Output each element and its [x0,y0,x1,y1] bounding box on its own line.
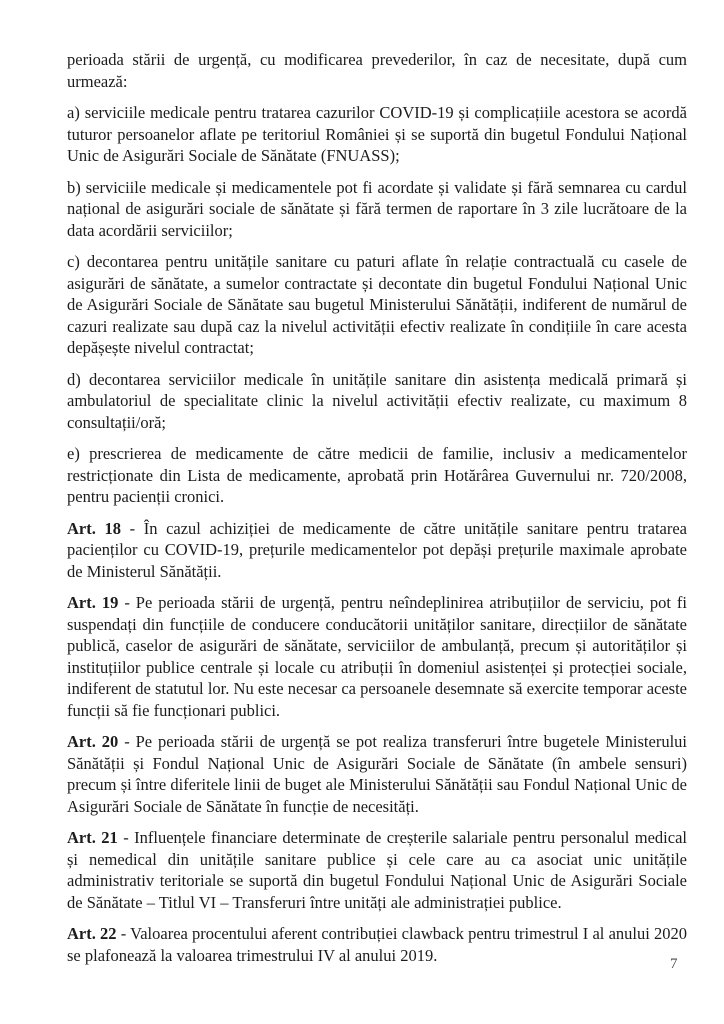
paragraph-text: - În cazul achiziției de medicamente de către unitățile sanitare pentru tratarea pacienților cu COVID-19, prețurile medicamentelor pot depăși prețurile maximale aprobate de Ministerul Sănătății. [67,518,688,581]
intro-paragraph [67,49,687,92]
article-20-paragraph [67,731,687,817]
item-c-paragraph [67,251,687,359]
article-19-paragraph [67,592,687,721]
paragraph-text: b) serviciile medicale și medicamentele pot fi acordate și validate și fără semnarea cu cardul național de asigurări sociale de sănătate și fără termen de raportare în 3 zile lucrătoare de la data acordării serviciilor; [67,177,687,240]
article-18-paragraph [67,518,687,583]
article-21-paragraph [67,827,687,913]
page-number: 7 [670,956,678,972]
paragraph-text: - Pe perioada stării de urgență, pentru neîndeplinirea atribuțiilor de serviciu, pot fi suspendați din funcțiile de conducere conducătorii unităților sanitare, direcțiilor de sănătate publică, caselor de asigurări de sănătate, serviciilor de ambulanță, precum și autorităților și instituțiilor publice centrale și locale cu atribuții în domeniul asistenței și protecției sociale, indiferent de statutul lor. Nu este necesar ca persoanele desemnate să exercite temporar aceste funcții să fie funcționari publici. [67,593,687,720]
paragraph-text: - Valoarea procentului aferent contribuției clawback pentru trimestrul I al anului 2020 se plafonează la valoarea trimestrului IV al anului 2019. [67,924,688,965]
paragraph-text: perioada stării de urgență, cu modificarea prevederilor, în caz de necesitate, după cum urmează: [67,50,687,91]
item-b-paragraph [67,177,687,242]
paragraph-text: - Pe perioada stării de urgență se pot realiza transferuri între bugetele Ministerului Sănătății și Fondul Național Unic de Asigurări Sociale de Sănătate (în ambele sensuri) precum și între diferitele linii de buget ale Ministerului Sănătății sau Fondul Național Unic de Asigurări Sociale de Sănătate în funcție de necesități. [67,732,687,816]
document-body [67,49,687,976]
article-number: Art. 20 [67,732,119,751]
article-number: Art. 18 [67,518,121,538]
paragraph-text: c) decontarea pentru unitățile sanitare cu paturi aflate în relație contractuală cu casele de asigurări de sănătate, a sumelor contractate și decontate din bugetul Fondului Național Unic de Asigurări Sociale de Sănătate sau bugetul Ministerului Sănătății, indiferent de numărul de cazuri realizate sau după caz la nivelul activității efectiv realizate în condițiile în care acesta depășește nivelul contractat; [67,252,687,357]
paragraph-text: d) decontarea serviciilor medicale în unitățile sanitare din asistența medicală primară și ambulatoriul de specialitate clinic la nivelul activității efectiv realizate, cu maximum 8 consultații/oră; [67,369,687,432]
article-number: Art. 21 [67,828,118,847]
paragraph-text: - Influențele financiare determinate de creșterile salariale pentru personalul medical și nemedical din unitățile sanitare publice și cele care au ca asociat unic unitățile administrativ teritoriale se suportă din bugetul Fondului Național Unic de Asigurări Sociale de Sănătate – Titlul VI – Transferuri între unități ale administrației publice. [67,828,687,912]
paragraph-text: e) prescrierea de medicamente de către medicii de familie, inclusiv a medicamentelor restricționate din Lista de medicamente, aprobată prin Hotărârea Guvernului nr. 720/2008, pentru pacienții cronici. [67,444,687,506]
article-number: Art. 19 [67,593,119,612]
item-d-paragraph [67,369,687,434]
article-22-paragraph [67,923,687,966]
article-number: Art. 22 [67,924,117,943]
item-e-paragraph [67,443,687,508]
item-a-paragraph [67,102,687,167]
paragraph-text: a) serviciile medicale pentru tratarea cazurilor COVID-19 și complicațiile acestora se acordă tuturor persoanelor aflate pe teritoriul României și se suportă din bugetul Fondului Național Unic de Asigurări Sociale de Sănătate (FNUASS); [67,103,687,165]
